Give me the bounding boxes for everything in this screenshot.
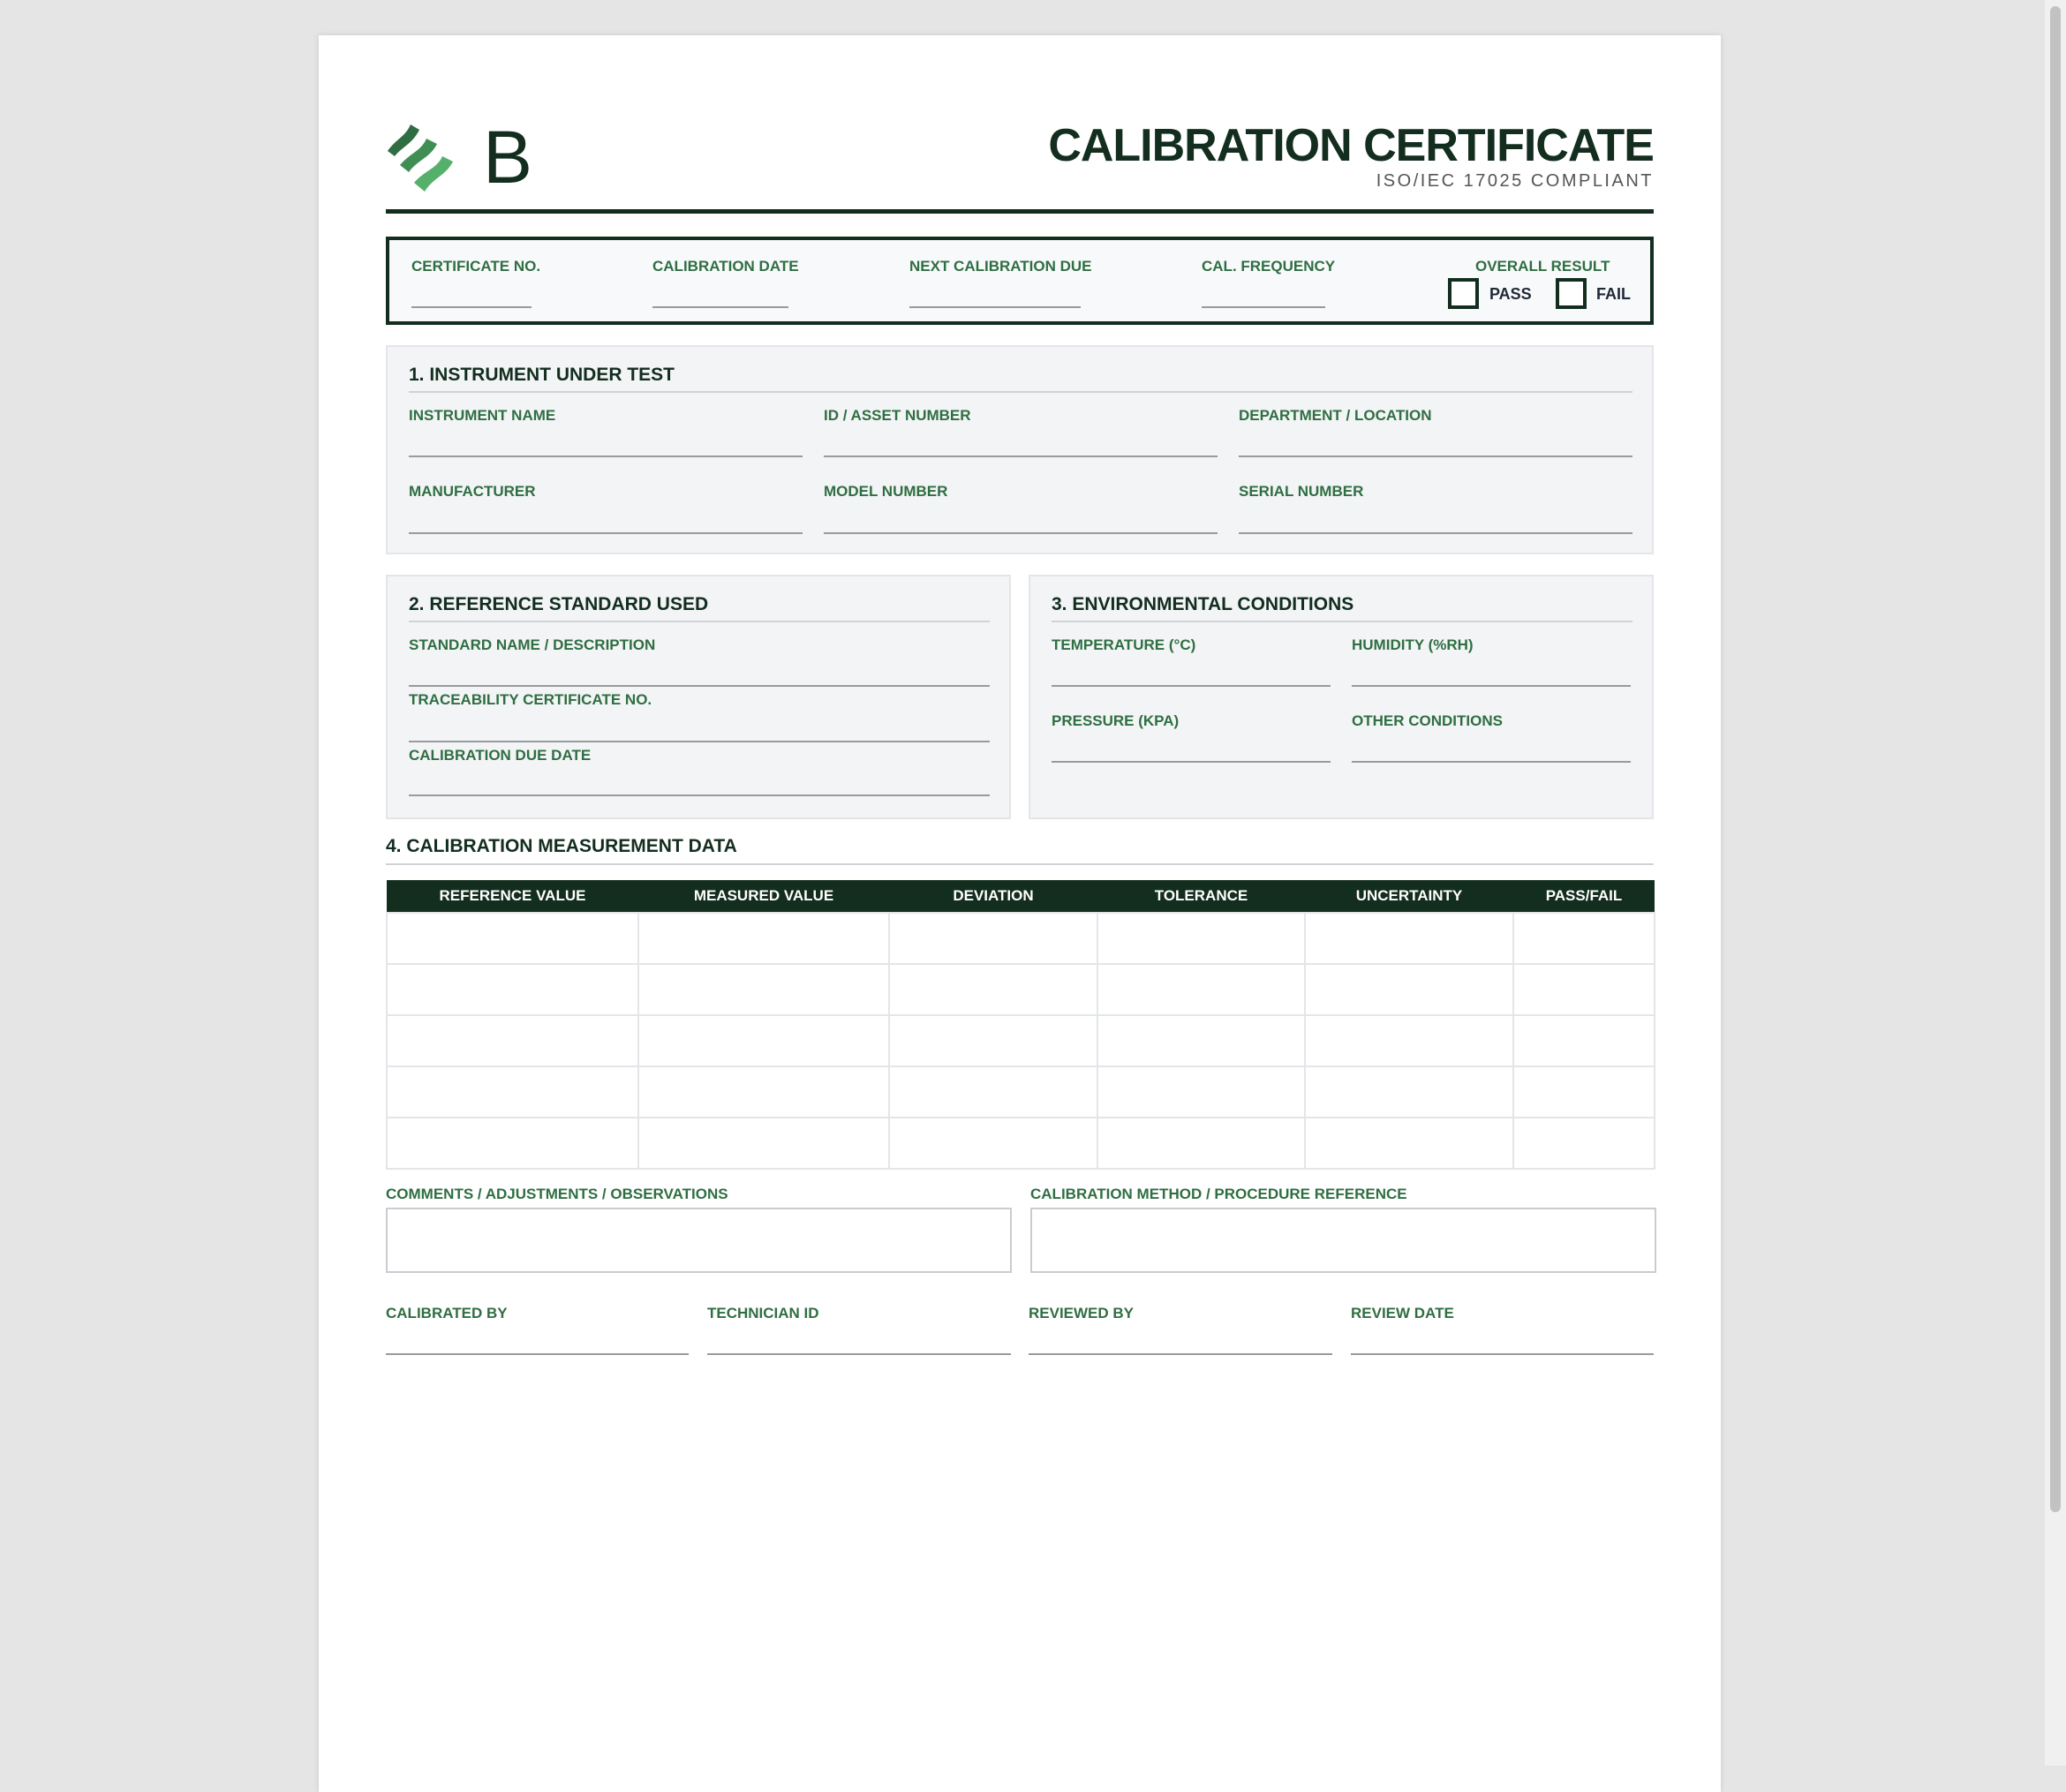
calibration-date-field[interactable] <box>652 306 788 308</box>
table-cell[interactable] <box>1513 1118 1655 1169</box>
serial-number-field[interactable] <box>1239 532 1632 534</box>
reviewed-by-field[interactable] <box>1029 1353 1332 1355</box>
reference-standard-section <box>386 575 1011 819</box>
reviewed-by-label: REVIEWED BY <box>1029 1305 1135 1321</box>
column-header-deviation: DEVIATION <box>889 880 1097 913</box>
table-cell[interactable] <box>1513 964 1655 1015</box>
frequency-field[interactable] <box>1202 306 1325 308</box>
calibration-date-label: CALIBRATION DATE <box>652 258 799 275</box>
table-cell[interactable] <box>638 913 889 964</box>
table-cell[interactable] <box>638 964 889 1015</box>
temperature-field[interactable] <box>1052 685 1331 687</box>
review-date-label: REVIEW DATE <box>1351 1305 1454 1321</box>
header-rule <box>386 209 1654 214</box>
manufacturer-label: MANUFACTURER <box>409 483 536 500</box>
table-cell[interactable] <box>1513 913 1655 964</box>
scrollbar[interactable] <box>2045 0 2066 1766</box>
certificate-page <box>319 35 1721 1792</box>
table-cell[interactable] <box>1097 964 1305 1015</box>
table-cell[interactable] <box>889 1118 1097 1169</box>
review-date-field[interactable] <box>1351 1353 1654 1355</box>
table-row <box>387 1066 1655 1118</box>
table-cell[interactable] <box>387 1015 638 1066</box>
standard-due-date-field[interactable] <box>409 794 990 796</box>
next-due-label: NEXT CALIBRATION DUE <box>909 258 1092 275</box>
pass-checkbox[interactable] <box>1448 278 1479 309</box>
frequency-label: CAL. FREQUENCY <box>1202 258 1336 275</box>
table-cell[interactable] <box>638 1118 889 1169</box>
table-cell[interactable] <box>889 1015 1097 1066</box>
section-title: 1. INSTRUMENT UNDER TEST <box>409 365 675 385</box>
company-logo-icon <box>386 121 458 193</box>
divider <box>386 863 1654 865</box>
comments-textarea[interactable] <box>386 1208 1012 1273</box>
traceability-label: TRACEABILITY CERTIFICATE NO. <box>409 691 652 708</box>
column-header-measured: MEASURED VALUE <box>638 880 889 913</box>
asset-number-field[interactable] <box>824 456 1218 457</box>
traceability-field[interactable] <box>409 741 990 742</box>
next-due-field[interactable] <box>909 306 1081 308</box>
table-cell[interactable] <box>889 964 1097 1015</box>
other-conditions-label: OTHER CONDITIONS <box>1352 712 1503 729</box>
environmental-section <box>1029 575 1654 819</box>
instrument-name-label: INSTRUMENT NAME <box>409 407 556 424</box>
table-cell[interactable] <box>1097 1118 1305 1169</box>
technician-id-label: TECHNICIAN ID <box>707 1305 819 1321</box>
table-cell[interactable] <box>1097 1066 1305 1118</box>
method-label: CALIBRATION METHOD / PROCEDURE REFERENCE <box>1030 1186 1407 1202</box>
temperature-label: TEMPERATURE (°C) <box>1052 636 1196 653</box>
column-header-reference: REFERENCE VALUE <box>387 880 638 913</box>
table-cell[interactable] <box>387 1118 638 1169</box>
table-cell[interactable] <box>387 964 638 1015</box>
model-number-field[interactable] <box>824 532 1218 534</box>
table-row <box>387 913 1655 964</box>
technician-id-field[interactable] <box>707 1353 1011 1355</box>
instrument-name-field[interactable] <box>409 456 803 457</box>
measurement-section-title: 4. CALIBRATION MEASUREMENT DATA <box>386 836 737 856</box>
instrument-section <box>386 345 1654 554</box>
table-cell[interactable] <box>889 1066 1097 1118</box>
standard-due-date-label: CALIBRATION DUE DATE <box>409 747 592 764</box>
logo-letter: B <box>483 116 533 199</box>
table-row <box>387 1118 1655 1169</box>
divider <box>409 391 1632 393</box>
asset-number-label: ID / ASSET NUMBER <box>824 407 971 424</box>
divider <box>1052 621 1632 622</box>
model-number-label: MODEL NUMBER <box>824 483 948 500</box>
humidity-field[interactable] <box>1352 685 1631 687</box>
table-cell[interactable] <box>1305 1015 1513 1066</box>
page-subtitle: ISO/IEC 17025 COMPLIANT <box>1376 171 1654 191</box>
table-cell[interactable] <box>387 1066 638 1118</box>
column-header-tolerance: TOLERANCE <box>1097 880 1305 913</box>
column-header-pass-fail: PASS/FAIL <box>1513 880 1655 913</box>
comments-label: COMMENTS / ADJUSTMENTS / OBSERVATIONS <box>386 1186 728 1202</box>
column-header-uncertainty: UNCERTAINTY <box>1305 880 1513 913</box>
pressure-field[interactable] <box>1052 761 1331 763</box>
standard-name-label: STANDARD NAME / DESCRIPTION <box>409 636 656 653</box>
pressure-label: PRESSURE (KPA) <box>1052 712 1180 729</box>
table-cell[interactable] <box>1305 913 1513 964</box>
department-label: DEPARTMENT / LOCATION <box>1239 407 1432 424</box>
table-row <box>387 964 1655 1015</box>
table-cell[interactable] <box>1513 1015 1655 1066</box>
section-title: 3. ENVIRONMENTAL CONDITIONS <box>1052 594 1354 614</box>
method-textarea[interactable] <box>1030 1208 1656 1273</box>
department-field[interactable] <box>1239 456 1632 457</box>
serial-number-label: SERIAL NUMBER <box>1239 483 1364 500</box>
humidity-label: HUMIDITY (%RH) <box>1352 636 1474 653</box>
table-cell[interactable] <box>1305 1066 1513 1118</box>
table-cell[interactable] <box>1097 913 1305 964</box>
table-cell[interactable] <box>1305 1118 1513 1169</box>
calibrated-by-label: CALIBRATED BY <box>386 1305 508 1321</box>
table-cell[interactable] <box>638 1015 889 1066</box>
pass-label: PASS <box>1489 285 1532 303</box>
fail-checkbox[interactable] <box>1556 278 1587 309</box>
table-row <box>387 1015 1655 1066</box>
scrollbar-thumb[interactable] <box>2050 6 2061 1512</box>
table-cell[interactable] <box>889 913 1097 964</box>
overall-result-label: OVERALL RESULT <box>1475 258 1610 275</box>
measurement-table <box>386 880 1655 1170</box>
table-cell[interactable] <box>387 913 638 964</box>
certificate-no-field[interactable] <box>411 306 532 308</box>
page-title: CALIBRATION CERTIFICATE <box>1048 120 1654 171</box>
calibrated-by-field[interactable] <box>386 1353 689 1355</box>
manufacturer-field[interactable] <box>409 532 803 534</box>
table-cell[interactable] <box>638 1066 889 1118</box>
table-cell[interactable] <box>1097 1015 1305 1066</box>
standard-name-field[interactable] <box>409 685 990 687</box>
certificate-no-label: CERTIFICATE NO. <box>411 258 541 275</box>
divider <box>409 621 990 622</box>
section-title: 2. REFERENCE STANDARD USED <box>409 594 709 614</box>
fail-label: FAIL <box>1596 285 1631 303</box>
other-conditions-field[interactable] <box>1352 761 1631 763</box>
table-cell[interactable] <box>1305 964 1513 1015</box>
table-cell[interactable] <box>1513 1066 1655 1118</box>
certificate-meta-box <box>386 237 1654 325</box>
